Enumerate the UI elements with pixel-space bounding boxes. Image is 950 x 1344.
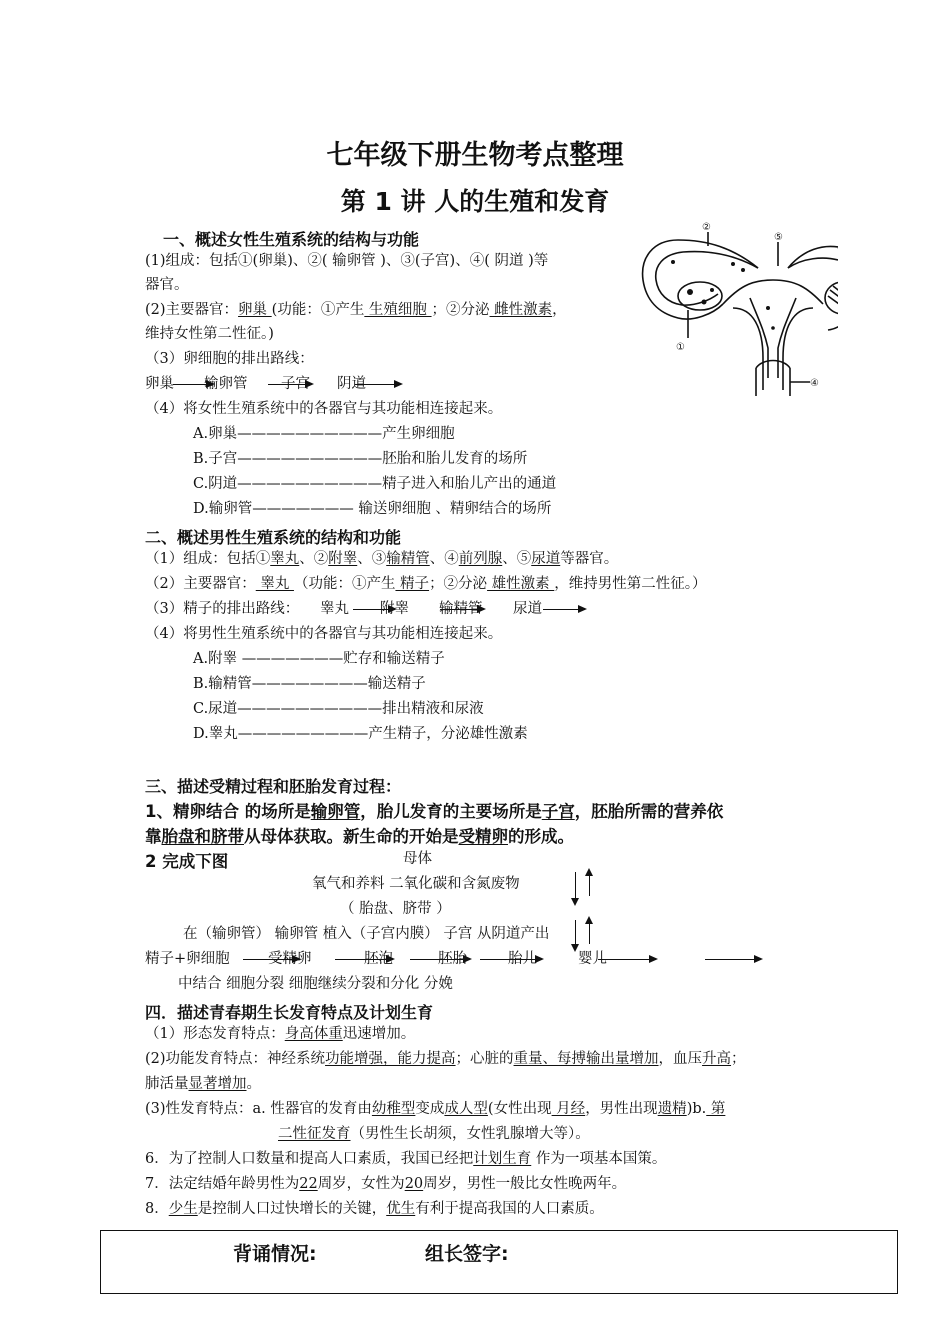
s4-line-6: 6．为了控制人口数量和提高人口素质，我国已经把计划生育 作为一项基本国策。: [145, 1151, 667, 1167]
s2-line-match-title: （4）将男性生殖系统中的各器官与其功能相连接起来。: [145, 626, 503, 642]
match-item: A.卵巢——————————产生卵细胞: [193, 426, 455, 442]
flow-arrow: [335, 959, 393, 960]
match-item: D.睾丸—————————产生精子，分泌雄性激素: [193, 726, 528, 742]
s2-line-main-organ: （2）主要器官： 睾丸 （功能：①产生 精子；②分泌 雄性激素 ，维持男性第二性征。）: [145, 576, 707, 592]
route-step: 卵巢: [145, 376, 174, 392]
flow-arrow: [480, 959, 542, 960]
match-item: A.附睾 ———————贮存和输送精子: [193, 651, 445, 667]
flow-arrow: [705, 959, 761, 960]
route-step: 输精管: [439, 601, 483, 617]
s2-line-composition: （1）组成：包括①睾丸、②附睾、③输精管、④前列腺、⑤尿道等器官。: [145, 551, 619, 567]
route-arrow: [440, 609, 484, 610]
s4-line-function: (2)功能发育特点：神经系统功能增强，能力提高；心脏的重量、每搏输出量增加，血压升高；: [145, 1051, 746, 1067]
places-row: 在（输卵管） 输卵管 植入（子宫内膜） 子宫 从阴道产出: [183, 926, 550, 942]
match-item: B.输精管————————输送精子: [193, 676, 426, 692]
route-arrow: [353, 609, 395, 610]
lecture-title: 第 1 讲 人的生殖和发育: [340, 187, 610, 216]
up-arrow-line: [589, 922, 590, 944]
s1-line-main-organ: (2)主要器官：卵巢 (功能：①产生 生殖细胞 ；②分泌 雌性激素，: [145, 302, 567, 318]
flow-arrow: [410, 959, 470, 960]
section-4-heading: 四．描述青春期生长发育特点及计划生育: [145, 1003, 434, 1022]
s1-line-composition-cont: 器官。: [145, 277, 189, 293]
s3-diagram-prompt: 2 完成下图: [145, 852, 229, 871]
route-step: 输卵管: [204, 376, 248, 392]
page-title: 七年级下册生物考点整理: [326, 140, 624, 171]
s4-line-form: （1）形态发育特点：身高体重迅速增加。: [145, 1026, 416, 1042]
route-step: 附睾: [380, 601, 409, 617]
diagram-label: ④: [810, 378, 819, 389]
route-step: 子宫: [281, 376, 310, 392]
process-row: 中结合 细胞分裂 细胞继续分裂和分化 分娩: [178, 976, 453, 992]
down-arrow-line: [575, 920, 576, 946]
s1-line-main-organ-cont: 维持女性第二性征。): [145, 326, 274, 342]
placenta-label: （ 胎盘、脐带 ）: [340, 901, 451, 917]
s4-line-8: 8．少生是控制人口过快增长的关键，优生有利于提高我国的人口素质。: [145, 1201, 604, 1217]
exchange-label: 氧气和养料 二氧化碳和含氮废物: [312, 876, 520, 892]
flow-step: 胚胎: [438, 951, 467, 967]
match-item: D.输卵管——————— 输送卵细胞 、精卵结合的场所: [193, 501, 552, 517]
flow-arrow: [243, 959, 299, 960]
flow-arrow: [598, 959, 656, 960]
female-reproductive-diagram: [638, 218, 838, 398]
route-arrow: [173, 384, 213, 385]
flow-step: 精子+卵细胞: [145, 951, 230, 967]
s4-line-sex-dev-cont: 二性征发育（男性生长胡须，女性乳腺增大等）。: [278, 1126, 590, 1142]
mother-label: 母体: [403, 851, 432, 867]
s3-paragraph-line-2: 靠胎盘和脐带从母体获取。新生命的开始是受精卵的形成。: [145, 827, 574, 846]
s1-line-match-title: （4）将女性生殖系统中的各器官与其功能相连接起来。: [145, 401, 503, 417]
s3-paragraph-line-1: 1、精卵结合 的场所是输卵管，胎儿发育的主要场所是子宫，胚胎所需的营养依: [145, 802, 724, 821]
section-1-heading: 一、概述女性生殖系统的结构与功能: [163, 230, 420, 249]
down-arrow-head: [571, 898, 579, 906]
match-item: B.子宫——————————胚胎和胎儿发育的场所: [193, 451, 528, 467]
s1-line-egg-route: （3）卵细胞的排出路线：: [145, 351, 314, 367]
route-step: 尿道: [513, 601, 542, 617]
s4-line-sex-dev: (3)性发育特点：a. 性器官的发育由幼稚型变成成人型(女性出现 月经，男性出现遗精)b. 第: [145, 1101, 726, 1117]
recite-status-label: 背诵情况:: [233, 1243, 317, 1265]
flow-step: 婴儿: [578, 951, 607, 967]
up-arrow-head: [585, 868, 593, 876]
flow-step: 受精卵: [268, 951, 312, 967]
diagram-label: ⑤: [774, 232, 783, 243]
route-step: 睾丸: [320, 601, 349, 617]
s2-line-sperm-route-label: （3）精子的排出路线：: [145, 601, 300, 617]
match-item: C.阴道——————————精子进入和胎儿产出的通道: [193, 476, 557, 492]
diagram-label: ②: [702, 222, 711, 233]
s1-line-composition: (1)组成：包括①(卵巢)、②( 输卵管 )、③(子宫)、④( 阴道 )等: [145, 253, 549, 269]
up-arrow-head: [585, 916, 593, 924]
flow-step: 胚泡: [364, 951, 393, 967]
diagram-label: ①: [676, 342, 685, 353]
route-arrow: [543, 609, 585, 610]
signature-box: [100, 1230, 898, 1294]
section-3-heading: 三、描述受精过程和胚胎发育过程：: [145, 777, 402, 796]
down-arrow-line: [575, 872, 576, 900]
up-arrow-line: [589, 874, 590, 896]
route-arrow: [355, 384, 401, 385]
section-2-heading: 二、概述男性生殖系统的结构和功能: [145, 528, 402, 547]
route-step: 阴道: [337, 376, 366, 392]
route-arrow: [268, 384, 312, 385]
s4-line-function-cont: 肺活量显著增加。: [145, 1076, 261, 1092]
s4-line-7: 7．法定结婚年龄男性为22周岁，女性为20周岁，男性一般比女性晚两年。: [145, 1176, 627, 1192]
flow-step: 胎儿: [508, 951, 537, 967]
leader-signature-label: 组长签字:: [425, 1243, 509, 1265]
match-item: C.尿道——————————排出精液和尿液: [193, 701, 484, 717]
